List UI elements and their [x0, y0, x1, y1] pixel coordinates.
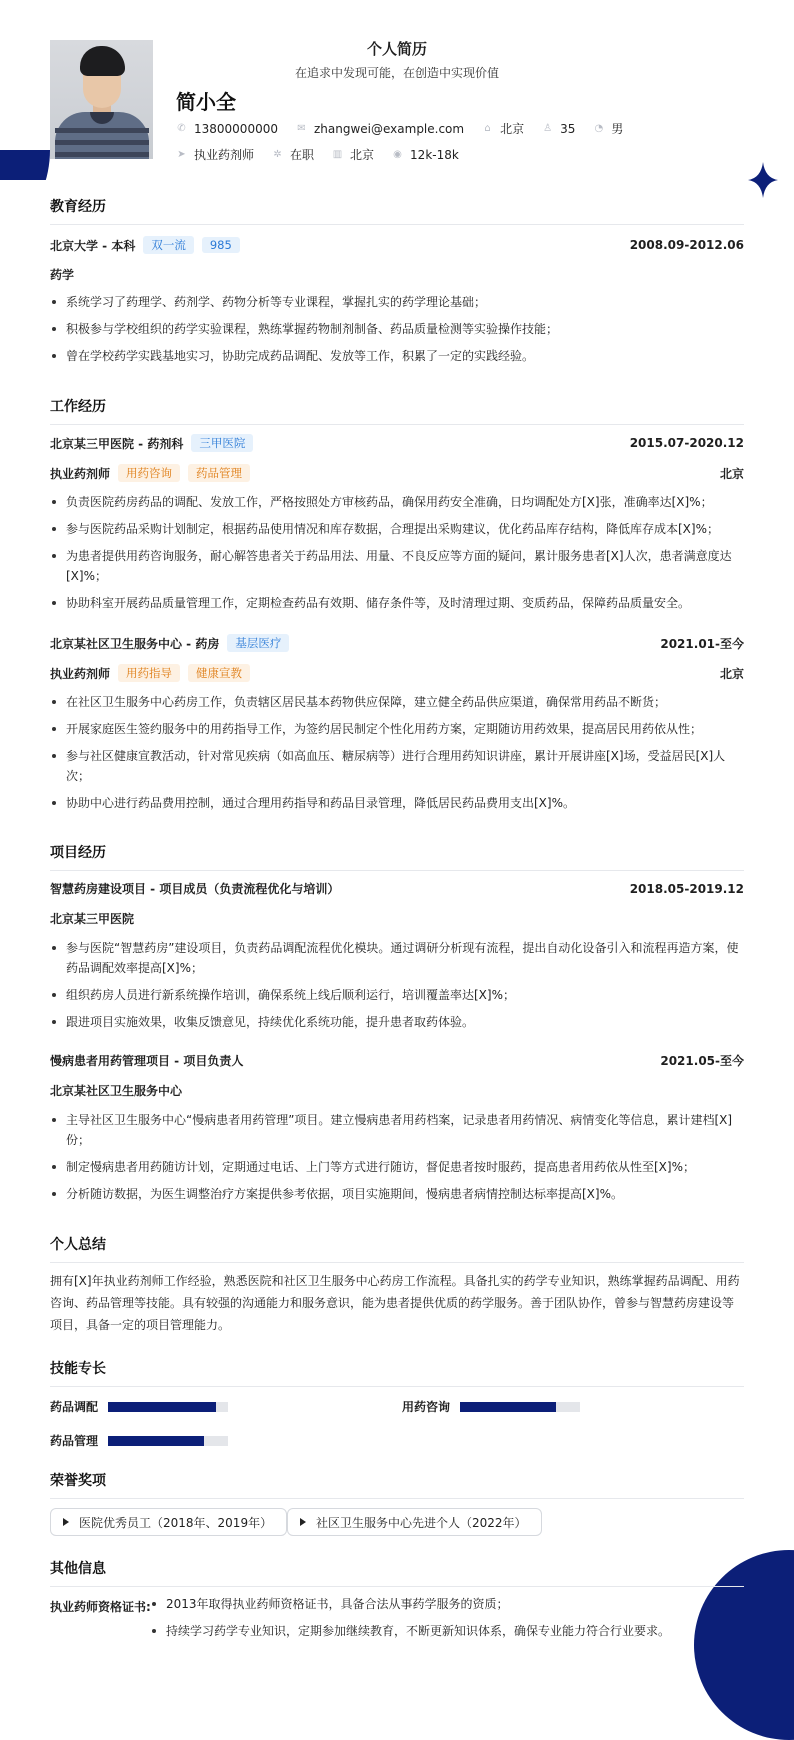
contact-row	[176, 120, 641, 137]
skill-bar	[108, 1436, 228, 1446]
role-tag: 健康宣教	[188, 664, 250, 682]
award-chip	[287, 1508, 542, 1536]
job-role: 执业药剂师	[50, 666, 111, 681]
summary-text: 拥有[X]年执业药剂师工作经验，熟悉医院和社区卫生服务中心药房工作流程。具备扎实的药学专业知识，熟练掌握药品调配、用药咨询、药品管理等技能。具有较强的沟通能力和服务意识，能为患者提供优质的药学服务。善于团队协作，曾参与智慧药房建设等项目，具备一定的项目管理能力。	[50, 1274, 740, 1332]
list-item: 制定慢病患者用药随访计划，定期通过电话、上门等方式进行随访，督促患者按时服药，提高患者用药依从性至[X]%；	[50, 1157, 744, 1177]
award-name: 社区卫生服务中心先进个人（2022年）	[316, 1515, 527, 1530]
city: 北京	[500, 122, 525, 136]
education-bullets	[50, 292, 744, 373]
job-bullets	[50, 692, 744, 820]
email-address: zhangwei@example.com	[313, 121, 465, 136]
sparkle-icon	[748, 162, 778, 198]
project-name: 慢病患者用药管理项目 - 项目负责人	[50, 1054, 244, 1068]
building-icon: ▥	[332, 149, 343, 160]
salary-icon: ◉	[393, 149, 402, 160]
list-item: 负责医院药房药品的调配、发放工作，严格按照处方审核药品，确保用药安全准确，日均调配处方[X]张，准确率达[X]%；	[50, 492, 744, 512]
role-tag: 用药指导	[118, 664, 180, 682]
job-role: 执业药剂师	[50, 466, 111, 481]
gender: 男	[611, 122, 624, 136]
resume-title: 个人简历	[366, 40, 427, 58]
project-org: 北京某三甲医院	[50, 912, 135, 926]
job-bullets	[50, 492, 744, 620]
org-tag: 三甲医院	[191, 434, 253, 452]
project-org: 北京某社区卫生服务中心	[50, 1084, 183, 1098]
section-title-awards: 荣誉奖项	[50, 1470, 744, 1499]
education-date: 2008.09-2012.06	[629, 238, 744, 252]
project-date: 2018.05-2019.12	[629, 881, 744, 896]
skill-bar	[108, 1402, 228, 1412]
skill-item	[50, 1432, 228, 1449]
list-item: 参与医院药品采购计划制定，根据药品使用情况和库存数据，合理提出采购建议，优化药品库存结构，降低库存成本[X]%；	[50, 519, 744, 539]
award-name: 医院优秀员工（2018年、2019年）	[79, 1515, 273, 1530]
skill-name: 用药咨询	[402, 1400, 451, 1414]
skill-bar-fill	[460, 1402, 556, 1412]
list-item: 开展家庭医生签约服务中的用药指导工作，为签约居民制定个性化用药方案，定期随访用药效果，提高居民用药依从性；	[50, 719, 744, 739]
certificate-label: 执业药师资格证书:	[50, 1600, 151, 1614]
job-status: 在职	[290, 148, 315, 162]
project-bullets	[50, 938, 744, 1039]
gender-icon: ◔	[594, 123, 604, 134]
decorative-curve-top-left	[0, 150, 50, 260]
list-item: 协助中心进行药品费用控制，通过合理用药指导和药品目录管理，降低居民药品费用支出[X]%。	[50, 793, 744, 813]
other-bullets	[150, 1594, 744, 1648]
role-tag: 用药咨询	[118, 464, 180, 482]
list-item: 主导社区卫生服务中心“慢病患者用药管理”项目。建立慢病患者用药档案，记录患者用药情况、病情变化等信息，累计建档[X]份；	[50, 1110, 744, 1150]
triangle-icon	[63, 1518, 69, 1526]
list-item: 跟进项目实施效果，收集反馈意见，持续优化系统功能，提升患者取药体验。	[50, 1012, 744, 1032]
job-org: 北京某社区卫生服务中心 - 药房	[50, 636, 220, 651]
section-title-projects: 项目经历	[50, 842, 744, 871]
school-tag: 双一流	[143, 236, 194, 254]
section-title-work: 工作经历	[50, 396, 744, 425]
section-title-skills: 技能专长	[50, 1358, 744, 1387]
list-item: 持续学习药学专业知识，定期参加继续教育，不断更新知识体系，确保专业能力符合行业要求。	[150, 1621, 744, 1641]
job-location: 北京	[719, 666, 744, 681]
education-head	[50, 236, 744, 254]
skill-bar	[460, 1402, 580, 1412]
project-bullets	[50, 1110, 744, 1211]
job-date: 2015.07-2020.12	[629, 436, 744, 450]
job-role-row	[50, 664, 744, 682]
school-tag: 985	[202, 237, 240, 253]
job-head	[50, 634, 744, 652]
list-item: 分析随访数据，为医生调整治疗方案提供参考依据，项目实施期间，慢病患者病情控制达标率提高[X]%。	[50, 1184, 744, 1204]
list-item: 参与社区健康宣教活动，针对常见疾病（如高血压、糖尿病等）进行合理用药知识讲座，累计开展讲座[X]场，受益居民[X]人次；	[50, 746, 744, 786]
section-title-other: 其他信息	[50, 1558, 744, 1587]
target-city: 北京	[350, 148, 375, 162]
section-title-education: 教育经历	[50, 196, 744, 225]
list-item: 在社区卫生服务中心药房工作，负责辖区居民基本药物供应保障，建立健全药品供应渠道，确保常用药品不断货；	[50, 692, 744, 712]
school-name: 北京大学 - 本科	[50, 238, 136, 253]
job-org: 北京某三甲医院 - 药剂科	[50, 436, 184, 451]
triangle-icon	[300, 1518, 306, 1526]
send-icon: ➤	[177, 149, 186, 160]
skill-item	[50, 1398, 228, 1415]
skill-bar-fill	[108, 1402, 216, 1412]
age: 35	[560, 121, 576, 136]
job-intent-row	[176, 146, 477, 163]
list-item: 组织药房人员进行新系统操作培训，确保系统上线后顺利运行，培训覆盖率达[X]%；	[50, 985, 744, 1005]
project-head	[50, 880, 744, 897]
job-head	[50, 434, 744, 452]
role-tag: 药品管理	[188, 464, 250, 482]
list-item: 曾在学校药学实践基地实习，协助完成药品调配、发放等工作，积累了一定的实践经验。	[50, 346, 744, 366]
skill-name: 药品调配	[50, 1400, 99, 1414]
major: 药学	[50, 268, 75, 282]
age-icon: ♙	[543, 123, 553, 134]
email-icon: ✉	[297, 123, 306, 134]
project-head	[50, 1052, 744, 1069]
list-item: 参与医院“智慧药房”建设项目，负责药品调配流程优化模块。通过调研分析现有流程，提出自动化设备引入和流程再造方案，使药品调配效率提高[X]%；	[50, 938, 744, 978]
project-name: 智慧药房建设项目 - 项目成员（负责流程优化与培训）	[50, 882, 340, 896]
job-date: 2021.01-至今	[660, 636, 744, 651]
phone-icon: ✆	[177, 123, 186, 134]
project-date: 2021.05-至今	[660, 1054, 744, 1068]
job-title: 执业药剂师	[194, 148, 255, 162]
resume-subtitle: 在追求中发现可能，在创造中实现价值	[294, 66, 499, 80]
phone-number: 13800000000	[194, 121, 278, 136]
award-chip	[50, 1508, 287, 1536]
job-role-row	[50, 464, 744, 482]
list-item: 协助科室开展药品质量管理工作，定期检查药品有效期、储存条件等，及时清理过期、变质药品，保障药品质量安全。	[50, 593, 744, 613]
section-title-summary: 个人总结	[50, 1234, 744, 1263]
skill-item	[402, 1398, 580, 1415]
candidate-name: 简小全	[176, 90, 236, 114]
status-icon: ✲	[273, 149, 282, 160]
list-item: 为患者提供用药咨询服务，耐心解答患者关于药品用法、用量、不良反应等方面的疑问，累计服务患者[X]人次，患者满意度达[X]%；	[50, 546, 744, 586]
list-item: 系统学习了药理学、药剂学、药物分析等专业课程，掌握扎实的药学理论基础；	[50, 292, 744, 312]
home-icon: ⌂	[484, 123, 491, 134]
list-item: 2013年取得执业药师资格证书，具备合法从事药学服务的资质；	[150, 1594, 744, 1614]
skill-bar-fill	[108, 1436, 204, 1446]
job-location: 北京	[719, 466, 744, 481]
org-tag: 基层医疗	[227, 634, 289, 652]
list-item: 积极参与学校组织的药学实验课程，熟练掌握药物制剂制备、药品质量检测等实验操作技能；	[50, 319, 744, 339]
skill-name: 药品管理	[50, 1434, 99, 1448]
salary: 12k-18k	[410, 147, 459, 162]
